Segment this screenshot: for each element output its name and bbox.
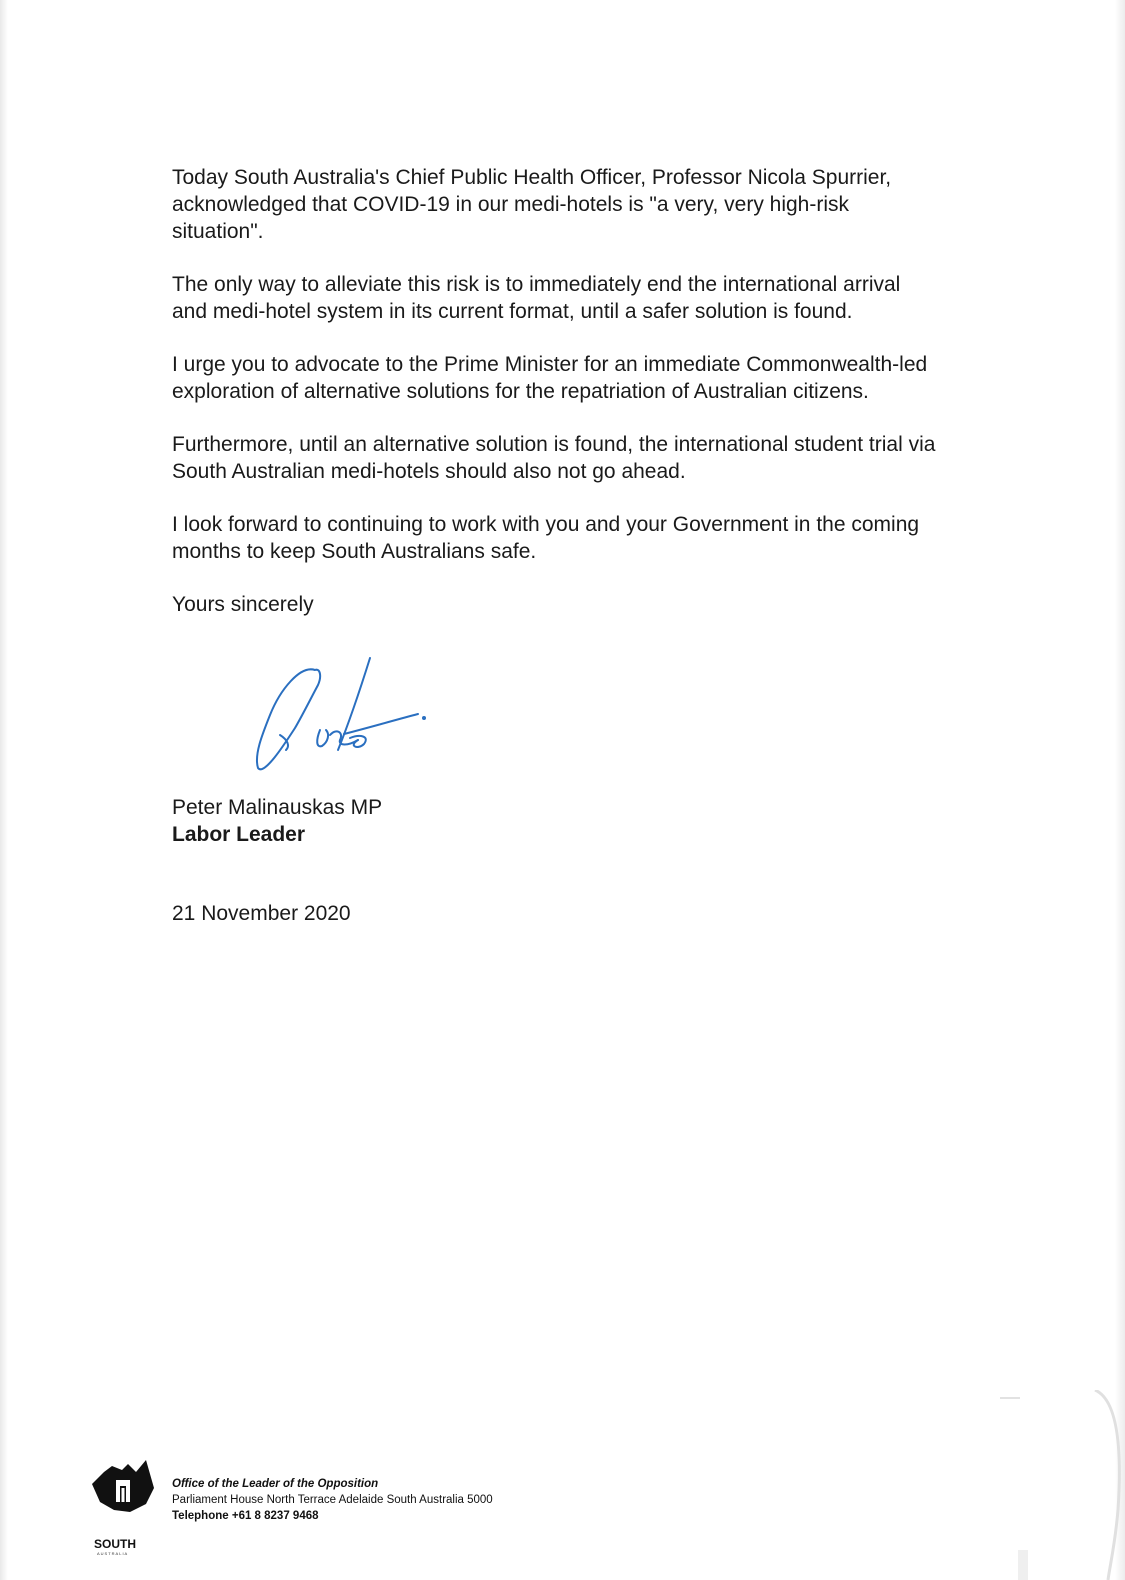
paragraph-alleviate-risk: The only way to alleviate this risk is to immediately end the international arrival and medi-hotel system in its current format, until a safer solution is found. xyxy=(172,273,901,323)
paragraph-student-trial: Furthermore, until an alternative solution is found, the international student trial via South Australian medi-hotels should also not go ahead. xyxy=(172,433,936,483)
letter-date: 21 November 2020 xyxy=(172,902,351,925)
footer-contact xyxy=(172,1476,493,1524)
paragraph-health-officer: Today South Australia's Chief Public Health Officer, Professor Nicola Spurrier, acknowledged that COVID-19 in our medi-hotels is "a very, very high-risk situation". xyxy=(172,166,892,243)
south-australia-logo-icon xyxy=(90,1458,156,1530)
signature-dot xyxy=(422,716,426,720)
footer-telephone: Telephone +61 8 8237 9468 xyxy=(172,1510,319,1522)
page-edge-left xyxy=(0,0,8,1580)
paragraph-look-forward: I look forward to continuing to work with you and your Government in the coming months to keep South Australians safe. xyxy=(172,513,920,563)
logo-wordmark: SOUTH xyxy=(94,1537,136,1551)
handwritten-signature xyxy=(240,650,450,780)
signature-strokes xyxy=(257,658,418,769)
footer-address: Parliament House North Terrace Adelaide South Australia 5000 xyxy=(172,1494,493,1506)
footer-office-name: Office of the Leader of the Opposition xyxy=(172,1478,379,1490)
signatory-block xyxy=(172,794,382,848)
paragraph-urge-prime-minister: I urge you to advocate to the Prime Minister for an immediate Commonwealth-led exploration of alternative solutions for the repatriation of Australian citizens. xyxy=(172,353,928,403)
signatory-name: Peter Malinauskas MP xyxy=(172,796,383,819)
logo-subword: AUSTRALIA xyxy=(97,1551,129,1556)
signatory-title: Labor Leader xyxy=(172,823,306,846)
page-edge-right xyxy=(1115,0,1125,1580)
closing-salutation: Yours sincerely xyxy=(172,593,314,616)
page-corner-curl xyxy=(1000,1390,1125,1580)
letter-body xyxy=(172,164,1032,618)
